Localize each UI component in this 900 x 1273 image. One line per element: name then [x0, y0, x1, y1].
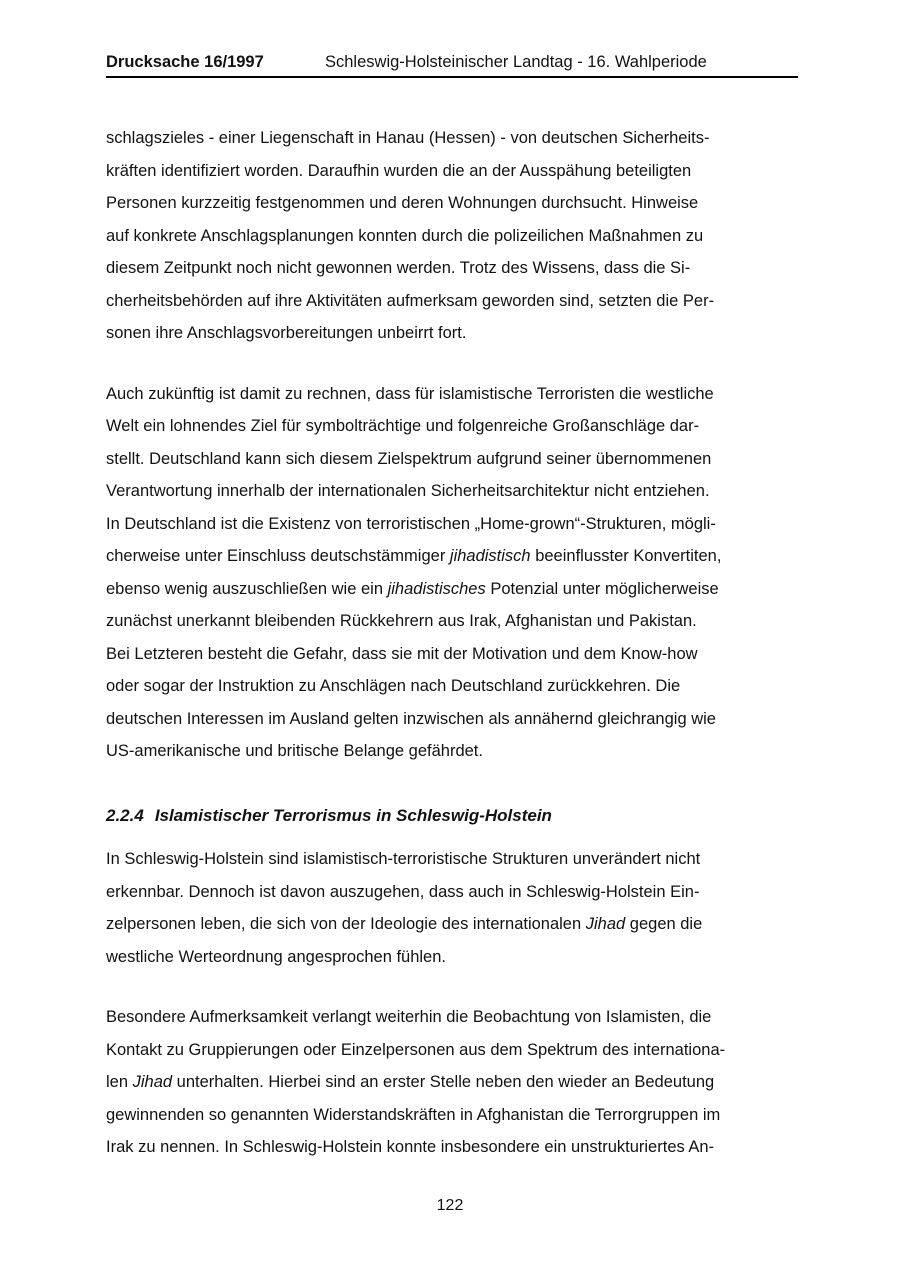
text-segment: Potenzial unter möglicherweise — [485, 579, 719, 598]
text-line — [106, 638, 798, 671]
text-segment: schlagszieles - einer Liegenschaft in Hanau (Hessen) - von deutschen Sicherheits- — [106, 129, 710, 147]
italic-term: jihadistisches — [387, 579, 486, 598]
header-divider-rule — [106, 76, 798, 78]
text-line — [106, 1001, 798, 1034]
text-segment: deutschen Interessen im Ausland gelten inzwischen als annähernd gleichrangig wie — [106, 709, 716, 728]
text-segment: Auch zukünftig ist damit zu rechnen, dass für islamistische Terroristen die westliche — [106, 384, 714, 403]
text-segment: Irak zu nennen. In Schleswig-Holstein konnte insbesondere ein unstrukturiertes An- — [106, 1138, 715, 1156]
text-segment: len — [106, 1073, 133, 1091]
section-heading — [106, 800, 798, 833]
text-line — [106, 122, 798, 155]
text-segment: cherheitsbehörden auf ihre Aktivitäten aufmerksam geworden sind, setzten die Per- — [106, 291, 715, 310]
text-line — [106, 540, 798, 573]
text-line — [106, 155, 798, 188]
text-line — [106, 703, 798, 736]
text-line — [106, 573, 798, 606]
paragraph — [106, 843, 798, 973]
text-segment: Besondere Aufmerksamkeit verlangt weiterhin die Beobachtung von Islamisten, die — [106, 1008, 712, 1026]
text-segment: diesem Zeitpunkt noch nicht gewonnen werden. Trotz des Wissens, dass die Si- — [106, 259, 691, 277]
section-title: Islamistischer Terrorismus in Schleswig-Holstein — [154, 805, 552, 825]
document-title: Schleswig-Holsteinischer Landtag - 16. Wahlperiode — [325, 53, 707, 71]
text-line — [106, 670, 798, 703]
page-footer — [0, 1196, 900, 1215]
text-line — [106, 443, 798, 476]
text-segment: stellt. Deutschland kann sich diesem Zielspektrum aufgrund seiner übernommenen — [106, 449, 712, 468]
text-segment: sonen ihre Anschlagsvorbereitungen unbeirrt fort. — [106, 324, 467, 342]
text-line — [106, 475, 798, 508]
text-segment: oder sogar der Instruktion zu Anschlägen nach Deutschland zurückkehren. Die — [106, 677, 681, 695]
document-body — [106, 122, 798, 1192]
text-line — [106, 605, 798, 638]
text-line — [106, 1099, 798, 1132]
page-number: 122 — [436, 1197, 464, 1214]
text-line — [106, 508, 798, 541]
text-line — [106, 220, 798, 253]
text-line — [106, 410, 798, 443]
text-line — [106, 941, 798, 974]
paragraph — [106, 1001, 798, 1164]
text-line — [106, 1131, 798, 1164]
text-line — [106, 285, 798, 318]
text-segment: In Schleswig-Holstein sind islamistisch-terroristische Strukturen unverändert nicht — [106, 850, 701, 868]
text-segment: Verantwortung innerhalb der internationalen Sicherheitsarchitektur nicht entziehen. — [106, 482, 710, 500]
text-segment: Personen kurzzeitig festgenommen und deren Wohnungen durchsucht. Hinweise — [106, 194, 699, 212]
paragraph — [106, 378, 798, 768]
italic-term: Jihad — [132, 1073, 173, 1091]
text-line — [106, 1034, 798, 1067]
text-segment: zelpersonen leben, die sich von der Ideologie des internationalen — [106, 915, 586, 933]
text-line — [106, 735, 798, 768]
paragraph — [106, 122, 798, 350]
text-segment: beeinflusster Konvertiten, — [530, 547, 722, 565]
text-segment: unterhalten. Hierbei sind an erster Stelle neben den wieder an Bedeutung — [172, 1073, 715, 1091]
text-line — [106, 317, 798, 350]
text-line — [106, 876, 798, 909]
text-segment: zunächst unerkannt bleibenden Rückkehrern aus Irak, Afghanistan und Pakistan. — [106, 612, 697, 630]
page-header — [106, 52, 798, 72]
text-line — [106, 1066, 798, 1099]
text-segment: westliche Werteordnung angesprochen fühlen. — [106, 947, 446, 966]
text-segment: auf konkrete Anschlagsplanungen konnten durch die polizeilichen Maßnahmen zu — [106, 226, 704, 245]
document-number: Drucksache 16/1997 — [106, 53, 264, 71]
text-segment: Welt ein lohnendes Ziel für symbolträchtige und folgenreiche Großanschläge dar- — [106, 417, 700, 435]
text-line — [106, 843, 798, 876]
text-segment: US-amerikanische und britische Belange gefährdet. — [106, 742, 483, 760]
text-line — [106, 908, 798, 941]
text-segment: Bei Letzteren besteht die Gefahr, dass sie mit der Motivation und dem Know-how — [106, 644, 698, 663]
text-line — [106, 252, 798, 285]
text-segment: ebenso wenig auszuschließen wie ein — [106, 579, 388, 598]
text-segment: gewinnenden so genannten Widerstandskräften in Afghanistan die Terrorgruppen im — [106, 1105, 721, 1124]
text-segment: kräften identifiziert worden. Daraufhin wurden die an der Ausspähung beteiligten — [106, 161, 692, 180]
text-line — [106, 378, 798, 411]
italic-term: jihadistisch — [449, 547, 531, 565]
italic-term: Jihad — [585, 915, 626, 933]
text-segment: In Deutschland ist die Existenz von terroristischen „Home-grown“-Strukturen, mögli- — [106, 514, 716, 533]
section-number: 2.2.4 — [106, 805, 144, 825]
text-segment: erkennbar. Dennoch ist davon auszugehen, dass auch in Schleswig-Holstein Ein- — [106, 882, 700, 901]
text-segment: cherweise unter Einschluss deutschstämmiger — [106, 547, 450, 565]
text-segment: gegen die — [625, 915, 703, 933]
text-line — [106, 187, 798, 220]
text-segment: Kontakt zu Gruppierungen oder Einzelpersonen aus dem Spektrum des internationa- — [106, 1040, 726, 1059]
